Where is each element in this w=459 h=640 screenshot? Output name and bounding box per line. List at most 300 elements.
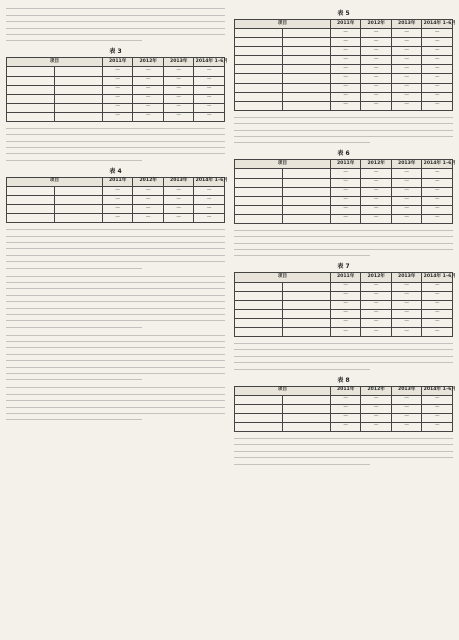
table-row-group [235,169,283,178]
table-cell: — [330,38,361,47]
text-line-placeholder [6,306,225,311]
text-line-placeholder [6,139,225,144]
data-table [234,159,456,224]
table-row-label [54,196,102,205]
table-row-group [235,327,283,336]
table-cell: — [361,29,392,38]
table-row [7,67,225,76]
table-row-label [282,101,330,110]
table-row-group [7,205,55,214]
table-row [7,186,225,195]
text-line-placeholder [6,385,225,390]
table-cell: — [361,178,392,187]
text-line-placeholder [6,13,225,18]
table-cell: — [330,169,361,178]
table-header-year: 2013年 [391,20,422,29]
table-row-group [235,404,283,413]
table-row-label [282,318,330,327]
table-cell: — [102,196,133,205]
table-header-year: 2014年 1–6月 [422,160,453,169]
text-line-placeholder [6,392,225,397]
text-line-placeholder [234,347,453,352]
table-caption: 表 8 [337,376,350,384]
table-cell: — [422,74,453,83]
table-cell: — [194,112,225,121]
text-line-placeholder [234,247,453,252]
table-cell: — [330,327,361,336]
table-cell: — [391,83,422,92]
table-row-group [235,65,283,74]
table-cell: — [391,404,422,413]
table-row [235,196,453,205]
table-row-label [282,92,330,101]
table-row-label [282,169,330,178]
body-paragraph [6,227,225,270]
text-line-placeholder [6,339,225,344]
table-cell: — [194,196,225,205]
text-line-placeholder [6,246,225,251]
table-cell: — [194,103,225,112]
text-line-placeholder [6,318,225,323]
body-paragraph [234,341,453,372]
table-header-year: 2012年 [361,273,392,282]
table-cell: — [422,413,453,422]
table-header-year: 2014年 1–6月 [422,386,453,395]
table-row-label [54,67,102,76]
table-cell: — [391,309,422,318]
table-cell: — [391,56,422,65]
table-row-label [282,56,330,65]
text-line-placeholder [6,32,225,37]
table-cell: — [330,196,361,205]
text-line-placeholder [234,115,453,120]
table-row-label [282,38,330,47]
table-cell: — [102,103,133,112]
table-cell: — [391,74,422,83]
text-line-placeholder [6,417,142,422]
table-caption: 表 6 [337,150,350,158]
text-line-placeholder [234,442,453,447]
table-row-group [235,187,283,196]
data-table [6,177,228,223]
table-row [235,83,453,92]
table-row-label [282,282,330,291]
table-cell: — [330,282,361,291]
table-header-year: 2012年 [133,58,164,67]
body-paragraph [6,274,225,330]
table-row-group [235,56,283,65]
table-cell: — [361,404,392,413]
table-cell: — [102,76,133,85]
table-cell: — [361,291,392,300]
table-cell: — [163,67,194,76]
table-cell: — [330,187,361,196]
table-cell: — [422,282,453,291]
table-row-group [235,205,283,214]
table-row-label [282,29,330,38]
table-cell: — [361,83,392,92]
table-cell: — [391,214,422,223]
table-cell: — [361,56,392,65]
table-row-label [282,65,330,74]
table-cell: — [133,196,164,205]
table-cell: — [330,413,361,422]
table-header-item: 项目 [7,58,103,67]
table-header-item: 项目 [235,20,331,29]
table-cell: — [391,282,422,291]
table-row [235,74,453,83]
table-header-row [235,386,453,395]
table-cell: — [361,327,392,336]
table-row-label [54,214,102,223]
table-row [235,413,453,422]
table-cell: — [163,103,194,112]
text-line-placeholder [234,228,453,233]
table-header-year: 2011年 [330,386,361,395]
table-cell: — [163,214,194,223]
table-cell: — [361,74,392,83]
text-line-placeholder [6,299,225,304]
table-header-year: 2013年 [163,58,194,67]
table-row-label [282,413,330,422]
table-cell: — [133,205,164,214]
table-cell: — [133,214,164,223]
table-row-group [7,85,55,94]
table-row-label [282,300,330,309]
table-cell: — [422,404,453,413]
text-line-placeholder [6,398,225,403]
table-row [235,214,453,223]
table-cell: — [163,85,194,94]
table-cell: — [361,187,392,196]
text-line-placeholder [6,274,225,279]
table-row-label [282,327,330,336]
table-header-row [235,20,453,29]
table-row [235,65,453,74]
table-row [7,196,225,205]
table-cell: — [194,67,225,76]
table-cell: — [422,327,453,336]
left-column [6,5,228,635]
text-line-placeholder [6,151,225,156]
table-header-row [7,58,225,67]
text-line-placeholder [6,358,225,363]
text-line-placeholder [6,227,225,232]
table-row [235,47,453,56]
table-cell: — [391,291,422,300]
table-row-label [282,309,330,318]
table-row-group [7,76,55,85]
table-header-item: 项目 [7,177,103,186]
text-line-placeholder [6,365,225,370]
text-line-placeholder [234,360,453,365]
body-paragraph [6,333,225,383]
body-paragraph [234,115,453,146]
table-cell: — [163,205,194,214]
table-header-row [7,177,225,186]
table-row [235,187,453,196]
table-cell: — [330,422,361,431]
table-header-year: 2014年 1–6月 [422,273,453,282]
table-row [235,178,453,187]
table-cell: — [391,47,422,56]
table-row-group [7,214,55,223]
table-header-year: 2014年 1–6月 [194,58,225,67]
text-line-placeholder [234,134,453,139]
text-line-placeholder [234,128,453,133]
table-cell: — [163,76,194,85]
text-line-placeholder [234,253,370,258]
table-header-row [235,160,453,169]
table-cell: — [391,395,422,404]
table-row [235,56,453,65]
text-line-placeholder [6,377,142,382]
table-row-label [282,214,330,223]
table-cell: — [330,395,361,404]
table-cell: — [194,214,225,223]
table-cell: — [133,112,164,121]
table-row [7,76,225,85]
text-line-placeholder [6,405,225,410]
table-row [235,92,453,101]
table-row-group [235,214,283,223]
table-header-year: 2011年 [102,58,133,67]
table-cell: — [422,300,453,309]
table-row-group [235,196,283,205]
table-caption: 表 3 [109,48,122,56]
body-paragraph [6,385,225,422]
table-cell: — [102,85,133,94]
table-cell: — [361,395,392,404]
data-table [234,386,456,432]
table-row-group [235,300,283,309]
table-row-group [235,178,283,187]
text-line-placeholder [234,341,453,346]
table-cell: — [422,65,453,74]
table-cell: — [163,94,194,103]
table-header-item: 项目 [235,160,331,169]
table-row [235,395,453,404]
table-row-label [54,94,102,103]
table-cell: — [361,47,392,56]
text-line-placeholder [6,371,225,376]
table-row-group [235,38,283,47]
data-table [234,19,456,111]
table-cell: — [422,196,453,205]
table-cell: — [361,205,392,214]
table-cell: — [133,186,164,195]
table-row-group [235,282,283,291]
table-row [235,327,453,336]
table-cell: — [422,83,453,92]
text-line-placeholder [6,286,225,291]
body-paragraph [6,6,225,43]
table-cell: — [391,65,422,74]
table-cell: — [102,186,133,195]
table-cell: — [163,186,194,195]
body-paragraph [234,228,453,259]
table-header-year: 2013年 [163,177,194,186]
table-row [7,94,225,103]
table-cell: — [133,103,164,112]
table-row [235,291,453,300]
text-line-placeholder [6,312,225,317]
table-row [7,205,225,214]
table-row-group [235,318,283,327]
text-line-placeholder [6,145,225,150]
table-cell: — [102,94,133,103]
table-cell: — [391,422,422,431]
table-cell: — [361,92,392,101]
table-cell: — [361,196,392,205]
table-cell: — [330,83,361,92]
table-header-year: 2011年 [330,273,361,282]
table-cell: — [163,196,194,205]
table-caption: 表 4 [109,167,122,175]
table-cell: — [422,187,453,196]
table-row-group [7,186,55,195]
table-row-label [282,83,330,92]
table-row-group [235,74,283,83]
table-cell: — [102,205,133,214]
text-line-placeholder [6,26,225,31]
table-cell: — [391,101,422,110]
table-row [7,214,225,223]
table-cell: — [330,92,361,101]
table-cell: — [422,29,453,38]
text-line-placeholder [6,345,225,350]
data-table [6,57,228,122]
table-row-label [282,422,330,431]
table-cell: — [361,101,392,110]
table-row-group [7,103,55,112]
table-cell: — [330,178,361,187]
table-row-label [282,291,330,300]
table-cell: — [330,65,361,74]
table-row [235,309,453,318]
table-cell: — [361,413,392,422]
table-cell: — [133,85,164,94]
table-header-row [235,273,453,282]
table-row-group [235,47,283,56]
table-row-group [235,101,283,110]
table-cell: — [391,413,422,422]
text-line-placeholder [6,333,225,338]
table-row-label [282,404,330,413]
table-cell: — [361,214,392,223]
table-cell: — [391,205,422,214]
table-row-label [54,112,102,121]
table-cell: — [391,169,422,178]
table-cell: — [330,56,361,65]
text-line-placeholder [234,367,370,372]
table-cell: — [391,178,422,187]
table-cell: — [194,76,225,85]
table-row-group [235,83,283,92]
table-header-year: 2013年 [391,386,422,395]
body-paragraph [6,126,225,163]
table-cell: — [330,300,361,309]
table-cell: — [330,291,361,300]
table-row-group [235,291,283,300]
table-row-group [7,196,55,205]
table-cell: — [194,85,225,94]
table-header-year: 2014年 1–6月 [194,177,225,186]
text-line-placeholder [6,126,225,131]
table-cell: — [422,56,453,65]
table-cell: — [391,318,422,327]
text-line-placeholder [234,449,453,454]
text-line-placeholder [6,293,225,298]
table-row [235,29,453,38]
table-row-label [282,47,330,56]
table-header-year: 2011年 [102,177,133,186]
table-row-label [54,85,102,94]
table-cell: — [422,291,453,300]
table-header-year: 2012年 [361,386,392,395]
table-cell: — [163,112,194,121]
table-cell: — [361,65,392,74]
table-cell: — [361,282,392,291]
table-cell: — [330,205,361,214]
table-cell: — [422,205,453,214]
text-line-placeholder [6,38,142,43]
table-cell: — [330,318,361,327]
table-cell: — [391,300,422,309]
table-cell: — [194,94,225,103]
table-row-label [282,178,330,187]
table-header-year: 2011年 [330,160,361,169]
table-cell: — [361,300,392,309]
table-cell: — [422,422,453,431]
text-line-placeholder [234,121,453,126]
table-cell: — [102,214,133,223]
table-cell: — [133,94,164,103]
table-cell: — [422,38,453,47]
table-row [235,205,453,214]
table-row-group [235,29,283,38]
table-header-item: 项目 [235,386,331,395]
table-cell: — [361,318,392,327]
table-cell: — [330,309,361,318]
table-header-year: 2012年 [361,20,392,29]
table-cell: — [422,178,453,187]
table-row-group [235,395,283,404]
text-line-placeholder [6,132,225,137]
table-header-year: 2014年 1–6月 [422,20,453,29]
table-cell: — [391,38,422,47]
body-paragraph [234,436,453,467]
table-cell: — [391,196,422,205]
text-line-placeholder [6,411,225,416]
table-cell: — [102,112,133,121]
right-column [234,5,456,635]
text-line-placeholder [6,6,225,11]
text-line-placeholder [234,140,370,145]
table-row-label [54,76,102,85]
table-cell: — [330,74,361,83]
table-cell: — [391,327,422,336]
table-header-year: 2013年 [391,160,422,169]
table-cell: — [422,92,453,101]
table-row-label [282,395,330,404]
data-table [234,272,456,337]
table-cell: — [133,76,164,85]
text-line-placeholder [6,240,225,245]
table-row [7,103,225,112]
table-row-label [282,74,330,83]
table-cell: — [422,309,453,318]
